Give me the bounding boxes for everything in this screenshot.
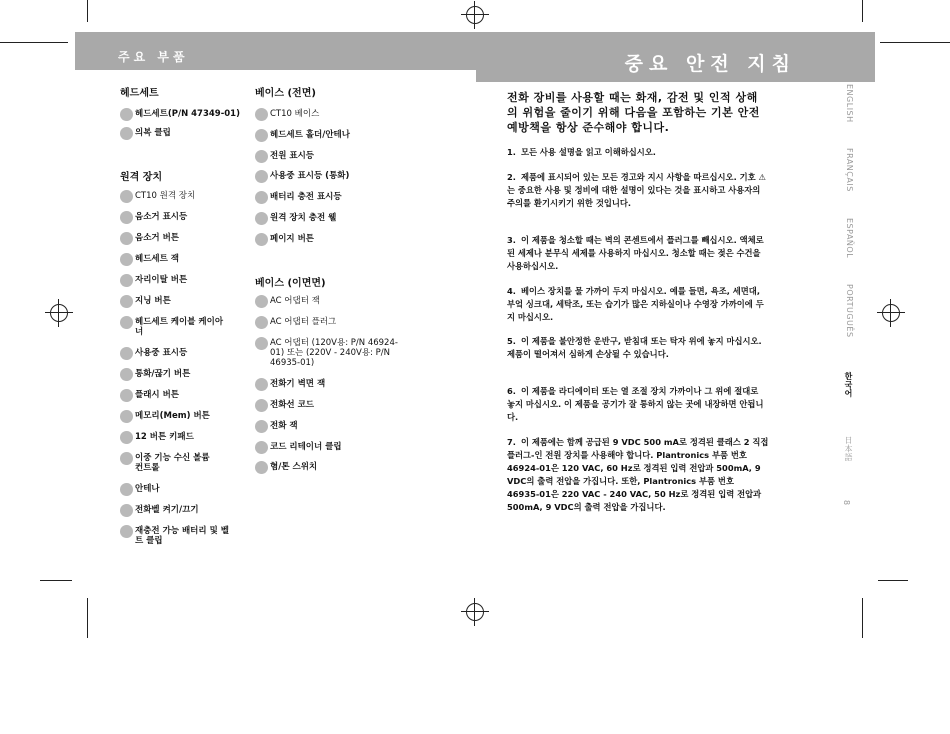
page-number: 8 — [842, 500, 851, 506]
list-item: 사용중 표시등 — [120, 348, 245, 360]
language-tab-spanish: ESPAÑOL — [845, 218, 854, 259]
callout-dot — [120, 232, 133, 245]
list-item: 자리이탈 버튼 — [120, 275, 245, 287]
safety-step: 2. 제품에 표시되어 있는 모든 경고와 지시 사항을 따르십시오. 기호 ⚠ 는 중요한 사용 및 정비에 대한 설명이 있다는 것을 표시하고 사용자의 주의를 환기시키기 위한 것입니다. — [507, 172, 766, 208]
safety-step: 3. 이 제품을 청소할 때는 벽의 콘센트에서 플러그를 빼십시오. 액체로 된 세제나 분무식 세제를 사용하지 마십시오. 청소할 때는 젖은 수건을 사용하십시오. — [507, 235, 764, 271]
crop-mark — [40, 580, 72, 581]
safety-step: 7. 이 제품에는 함께 공급된 9 VDC 500 mA로 정격된 클래스 2 직접 플러그-인 전원 장치를 사용해야 합니다. Plantronics 부품 번호 46924-01은 120 VAC, 60 Hz로 정격된 입력 전압과 500mA, 9 VDC의 출력 전압을 가집니다. 또한, Plantronics 부품 번호 46935-01은 220 VAC - 240 VAC, 50 Hz로 정격된 입력 전압과 500mA, 9 VDC의 출력 전압을 가집니다. — [507, 437, 769, 512]
registration-mark — [50, 304, 68, 322]
list-item: CT10 베이스 — [255, 109, 405, 121]
registration-mark — [466, 603, 484, 621]
callout-dot — [120, 190, 133, 203]
list-item: 재충전 가능 배터리 및 벨트 클립 — [120, 526, 230, 546]
left-header-title: 주요 부품 — [118, 50, 189, 64]
crop-mark — [87, 598, 88, 638]
callout-dot — [120, 389, 133, 402]
callout-dot — [255, 461, 268, 474]
list-item: 전화기 벽면 잭 — [255, 379, 405, 391]
callout-dot — [255, 150, 268, 163]
list-item: 페이지 버튼 — [255, 234, 405, 246]
list-item: 통화/끊기 버튼 — [120, 369, 245, 381]
callout-dot — [255, 295, 268, 308]
list-item: 음소거 버튼 — [120, 233, 245, 245]
callout-dot — [120, 483, 133, 496]
callout-dot — [120, 431, 133, 444]
remote-heading: 원격 장치 — [120, 172, 163, 183]
list-item: 배터리 충전 표시등 — [255, 192, 405, 204]
base-back-heading: 베이스 (이면면) — [255, 278, 326, 289]
list-item: 코드 리테이너 클립 — [255, 442, 405, 454]
callout-dot — [120, 211, 133, 224]
language-tab-korean: 한국어 — [844, 372, 853, 398]
list-item: 전원 표시등 — [255, 151, 405, 163]
base-front-heading: 베이스 (전면) — [255, 88, 316, 99]
callout-dot — [255, 316, 268, 329]
callout-dot — [255, 337, 268, 350]
callout-dot — [120, 253, 133, 266]
language-tab-english: ENGLISH — [845, 84, 854, 123]
callout-dot — [120, 368, 133, 381]
callout-dot — [255, 108, 268, 121]
list-item: 의복 클립 — [120, 128, 245, 140]
list-item: 이중 기능 수신 볼륨 컨트롤 — [120, 453, 220, 473]
callout-dot — [255, 441, 268, 454]
list-item: 혐/톤 스위치 — [255, 462, 405, 474]
list-item: 원격 장치 충전 웰 — [255, 213, 405, 225]
crop-mark — [87, 0, 88, 22]
callout-dot — [120, 410, 133, 423]
list-item: AC 어댑터 플러그 — [255, 317, 405, 329]
list-item: 전화선 코드 — [255, 400, 405, 412]
language-tab-portuguese: PORTUGUÊS — [845, 284, 854, 338]
safety-step: 1. 모든 사용 설명을 읽고 이해하십시오. — [507, 147, 656, 157]
registration-mark — [882, 304, 900, 322]
callout-dot — [120, 504, 133, 517]
list-item: CT10 원격 장치 — [120, 191, 245, 203]
right-header-title: 중요 안전 지침 — [624, 53, 796, 75]
list-item: 메모리(Mem) 버튼 — [120, 411, 245, 423]
safety-intro: 전화 장비를 사용할 때는 화재, 감전 및 인적 상해의 위험을 줄이기 위해 다음을 포함하는 기본 안전 예방책을 항상 준수해야 합니다. — [507, 91, 760, 134]
list-item: 헤드세트 잭 — [120, 254, 245, 266]
safety-step: 6. 이 제품을 라디에이터 또는 열 조절 장치 가까이나 그 위에 절대로 놓지 마십시오. 이 제품을 공기가 잘 통하지 않는 곳에 내장하면 안됩니다. — [507, 386, 764, 422]
registration-mark — [466, 6, 484, 24]
callout-dot — [255, 212, 268, 225]
list-item: 전화벨 켜기/끄기 — [120, 505, 245, 517]
callout-dot — [255, 170, 268, 183]
list-item: AC 어댑터 잭 — [255, 296, 405, 308]
list-item: 헤드세트(P/N 47349-01) — [120, 109, 245, 121]
list-item: 헤드세트 케이블 케이아너 — [120, 317, 230, 337]
crop-mark — [862, 0, 863, 22]
callout-dot — [120, 525, 133, 538]
headset-heading: 헤드세트 — [120, 88, 159, 99]
safety-step: 5. 이 제품을 불안정한 운반구, 받침대 또는 탁자 위에 놓지 마십시오. 제품이 떨어져서 심하게 손상될 수 있습니다. — [507, 336, 762, 359]
callout-dot — [120, 452, 133, 465]
crop-mark — [880, 42, 950, 43]
crop-mark — [862, 598, 863, 638]
callout-dot — [255, 233, 268, 246]
list-item: 사용중 표시등 (통화) — [255, 171, 405, 183]
callout-dot — [255, 129, 268, 142]
list-item: 전화 잭 — [255, 421, 405, 433]
language-tab-french: FRANÇAIS — [845, 148, 854, 192]
list-item: AC 어댑터 (120V용: P/N 46924-01) 또는 (220V - 240V용: P/N 46935-01) — [255, 338, 405, 368]
safety-step: 4. 베이스 장치를 물 가까이 두지 마십시오. 예를 들면, 욕조, 세면대, 부엌 싱크대, 세탁조, 또는 습기가 많은 지하실이나 수영장 가까이에 두지 마십시오. — [507, 286, 764, 322]
crop-mark — [0, 42, 68, 43]
list-item: 지닝 버튼 — [120, 296, 245, 308]
list-item: 음소거 표시등 — [120, 212, 245, 224]
callout-dot — [120, 316, 133, 329]
callout-dot — [255, 378, 268, 391]
callout-dot — [255, 399, 268, 412]
callout-dot — [120, 347, 133, 360]
callout-dot — [120, 295, 133, 308]
callout-dot — [120, 274, 133, 287]
language-tab-japanese: 日本語 — [844, 436, 853, 462]
callout-dot — [120, 127, 133, 140]
callout-dot — [120, 108, 133, 121]
list-item: 헤드세트 홀더/안테나 — [255, 130, 405, 142]
callout-dot — [255, 191, 268, 204]
list-item: 플래시 버튼 — [120, 390, 245, 402]
list-item: 안테나 — [120, 484, 245, 496]
list-item: 12 버튼 키패드 — [120, 432, 245, 444]
crop-mark — [878, 580, 908, 581]
callout-dot — [255, 420, 268, 433]
